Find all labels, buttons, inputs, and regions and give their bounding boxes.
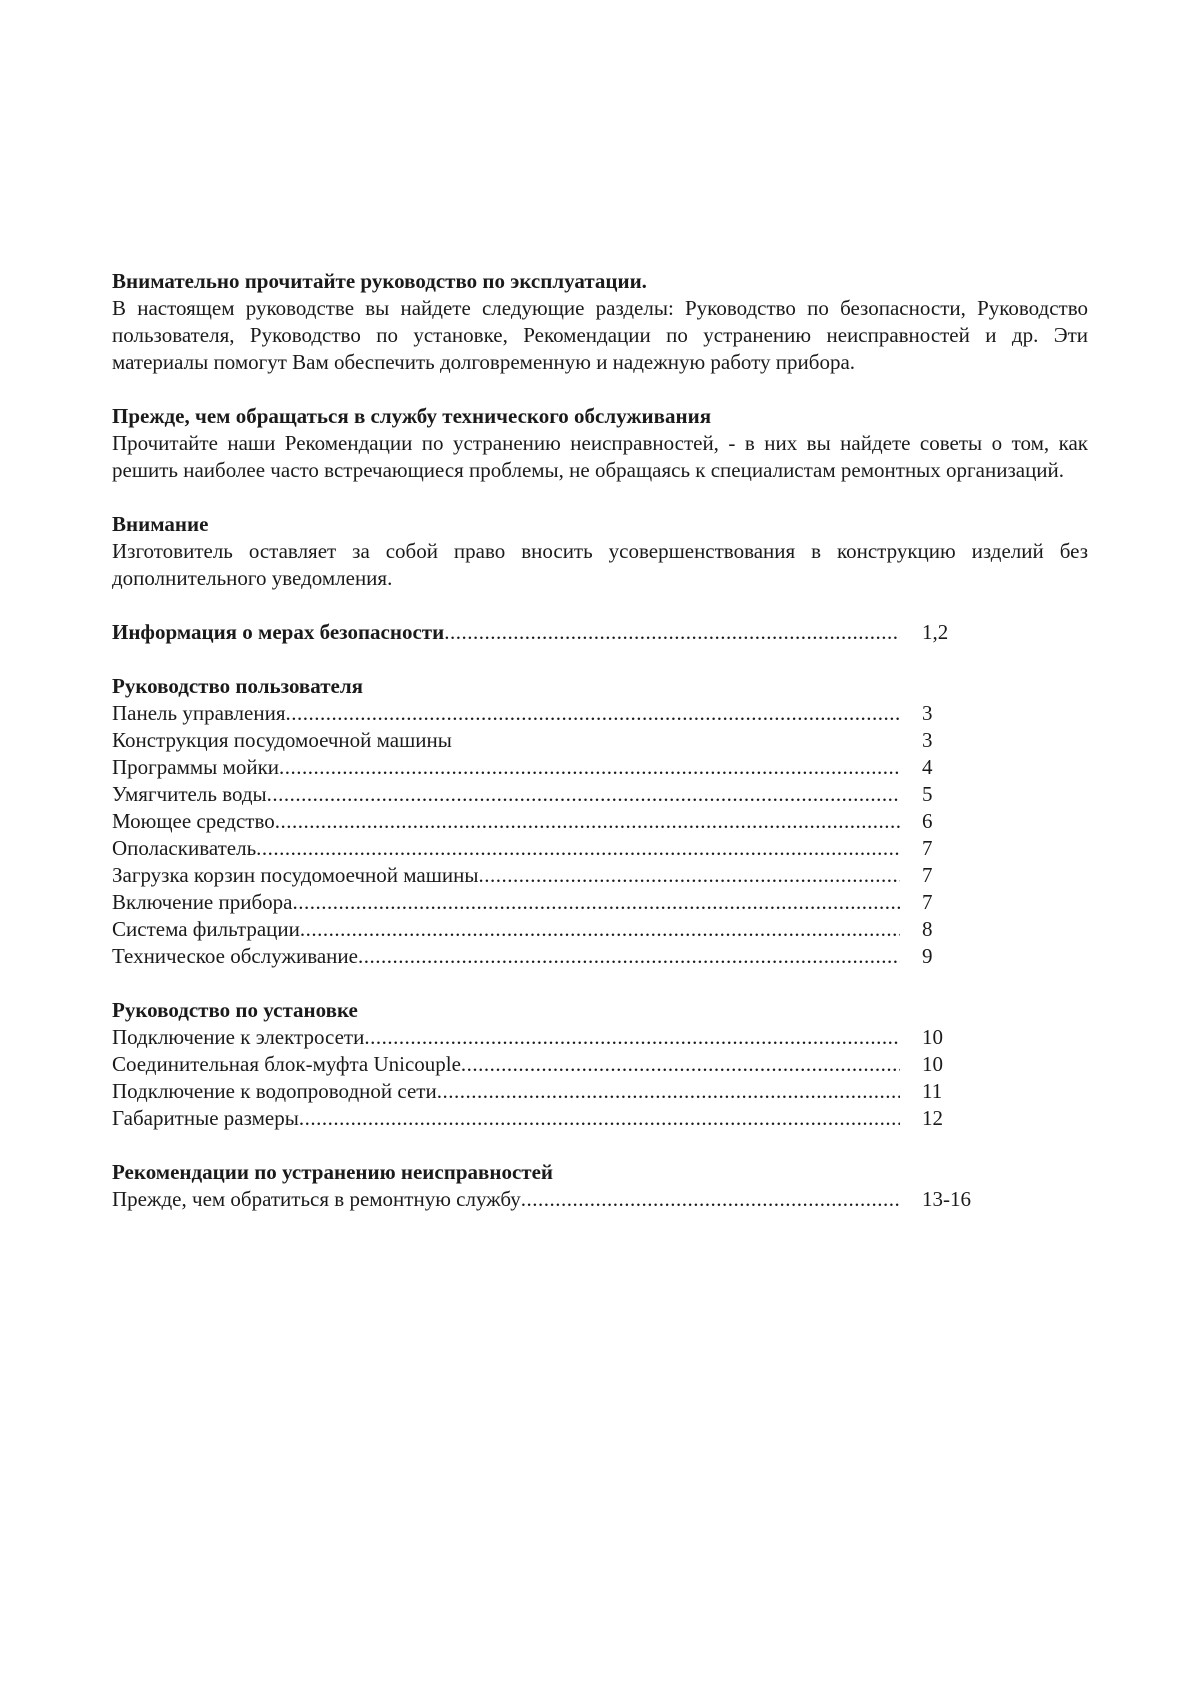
toc-leader-dots bbox=[461, 1051, 900, 1078]
toc-entry-page: 8 bbox=[922, 917, 933, 941]
toc-entry-label: Конструкция посудомоечной машины bbox=[112, 728, 452, 752]
toc-entry-label: Подключение к водопроводной сети bbox=[112, 1079, 437, 1103]
toc-entry bbox=[112, 889, 982, 916]
toc-entry-page: 3 bbox=[922, 728, 933, 752]
before-service-section bbox=[112, 403, 1088, 484]
toc-entry bbox=[112, 916, 982, 943]
toc-leader-dots bbox=[521, 1186, 900, 1213]
toc-section-heading: Руководство пользователя bbox=[112, 674, 364, 698]
toc-entry-label: Техническое обслуживание bbox=[112, 944, 358, 968]
toc-leader-dots bbox=[437, 1078, 900, 1105]
toc-section-heading: Рекомендации по устранению неисправностей bbox=[112, 1160, 553, 1184]
intro-text: В настоящем руководстве вы найдете следующие разделы: Руководство по безопасности, Руководство пользователя, Руководство по установке, Рекомендации по устранению неисправностей и др. Эти материалы помогут Вам обеспечить долговременную и надежную работу прибора. bbox=[112, 296, 1088, 374]
toc-entry-label: Панель управления bbox=[112, 701, 286, 725]
toc-entry-page: 10 bbox=[922, 1052, 943, 1076]
intro-section bbox=[112, 268, 1088, 376]
toc-entry-page: 10 bbox=[922, 1025, 943, 1049]
toc-entry-label: Программы мойки bbox=[112, 755, 280, 779]
before-service-heading: Прежде, чем обращаться в службу технического обслуживания bbox=[112, 404, 712, 428]
toc-safety bbox=[112, 619, 1088, 646]
toc-leader-dots bbox=[275, 808, 900, 835]
toc-entry-page: 5 bbox=[922, 782, 933, 806]
toc-entry bbox=[112, 835, 982, 862]
toc-leader-dots bbox=[478, 862, 900, 889]
toc-install-guide bbox=[112, 997, 1088, 1132]
toc-entry-label: Соединительная блок-муфта Unicouple bbox=[112, 1052, 461, 1076]
toc-section-heading: Руководство по установке bbox=[112, 998, 358, 1022]
toc-entry bbox=[112, 727, 982, 754]
toc-leader-dots bbox=[267, 781, 900, 808]
toc-entry bbox=[112, 1051, 982, 1078]
attention-heading: Внимание bbox=[112, 512, 209, 536]
toc-entry-page: 9 bbox=[922, 944, 933, 968]
toc-leader-dots bbox=[364, 1024, 900, 1051]
toc-leader-dots bbox=[286, 700, 901, 727]
toc-leader-dots bbox=[444, 619, 900, 646]
toc-entry-page: 3 bbox=[922, 701, 933, 725]
toc-entry-label: Умягчитель воды bbox=[112, 782, 267, 806]
toc-entry-label: Включение прибора bbox=[112, 890, 293, 914]
toc-entry bbox=[112, 1078, 982, 1105]
toc-leader-dots bbox=[299, 1105, 900, 1132]
toc-entry bbox=[112, 808, 982, 835]
toc-leader-dots bbox=[300, 916, 900, 943]
before-service-text: Прочитайте наши Рекомендации по устранению неисправностей, - в них вы найдете советы о том, как решить наиболее часто встречающиеся проблемы, не обращаясь к специалистам ремонтных организаций. bbox=[112, 431, 1088, 482]
document-page bbox=[112, 268, 1088, 1240]
toc-entry-label: Система фильтрации bbox=[112, 917, 300, 941]
toc-leader-dots bbox=[293, 889, 901, 916]
toc-leader-dots bbox=[256, 835, 900, 862]
toc-entry-page: 4 bbox=[922, 755, 933, 779]
toc-entry-page: 7 bbox=[922, 863, 933, 887]
toc-entry-page: 12 bbox=[922, 1106, 943, 1130]
toc-entry-label: Моющее средство bbox=[112, 809, 275, 833]
toc-leader-dots bbox=[358, 943, 900, 970]
attention-text: Изготовитель оставляет за собой право вносить усовершенствования в конструкцию изделий без дополнительного уведомления. bbox=[112, 539, 1088, 590]
toc-entry-label: Габаритные размеры bbox=[112, 1106, 299, 1130]
attention-section bbox=[112, 511, 1088, 592]
toc-entry bbox=[112, 700, 982, 727]
toc-entry bbox=[112, 781, 982, 808]
toc-entry-page: 1,2 bbox=[922, 620, 949, 644]
toc-entry-page: 13-16 bbox=[922, 1187, 971, 1211]
toc-leader-dots bbox=[279, 754, 900, 781]
toc-entry-label: Прежде, чем обратиться в ремонтную службу bbox=[112, 1187, 521, 1211]
toc-entry bbox=[112, 1186, 982, 1213]
toc-entry bbox=[112, 1105, 982, 1132]
toc-entry bbox=[112, 619, 982, 646]
toc-entry-page: 7 bbox=[922, 890, 933, 914]
toc-troubleshooting bbox=[112, 1159, 1088, 1213]
toc-entry-label: Ополаскиватель bbox=[112, 836, 257, 860]
toc-entry-page: 6 bbox=[922, 809, 933, 833]
toc-entry bbox=[112, 1024, 982, 1051]
toc-entry-label: Загрузка корзин посудомоечной машины bbox=[112, 863, 479, 887]
toc-entry bbox=[112, 943, 982, 970]
toc-user-guide bbox=[112, 673, 1088, 970]
toc-entry-page: 11 bbox=[922, 1079, 943, 1103]
toc-entry-page: 7 bbox=[922, 836, 933, 860]
toc-entry-label: Подключение к электросети bbox=[112, 1025, 365, 1049]
toc-entry-label: Информация о мерах безопасности bbox=[112, 620, 445, 644]
intro-heading: Внимательно прочитайте руководство по эксплуатации. bbox=[112, 269, 647, 293]
toc-entry bbox=[112, 754, 982, 781]
toc-entry bbox=[112, 862, 982, 889]
